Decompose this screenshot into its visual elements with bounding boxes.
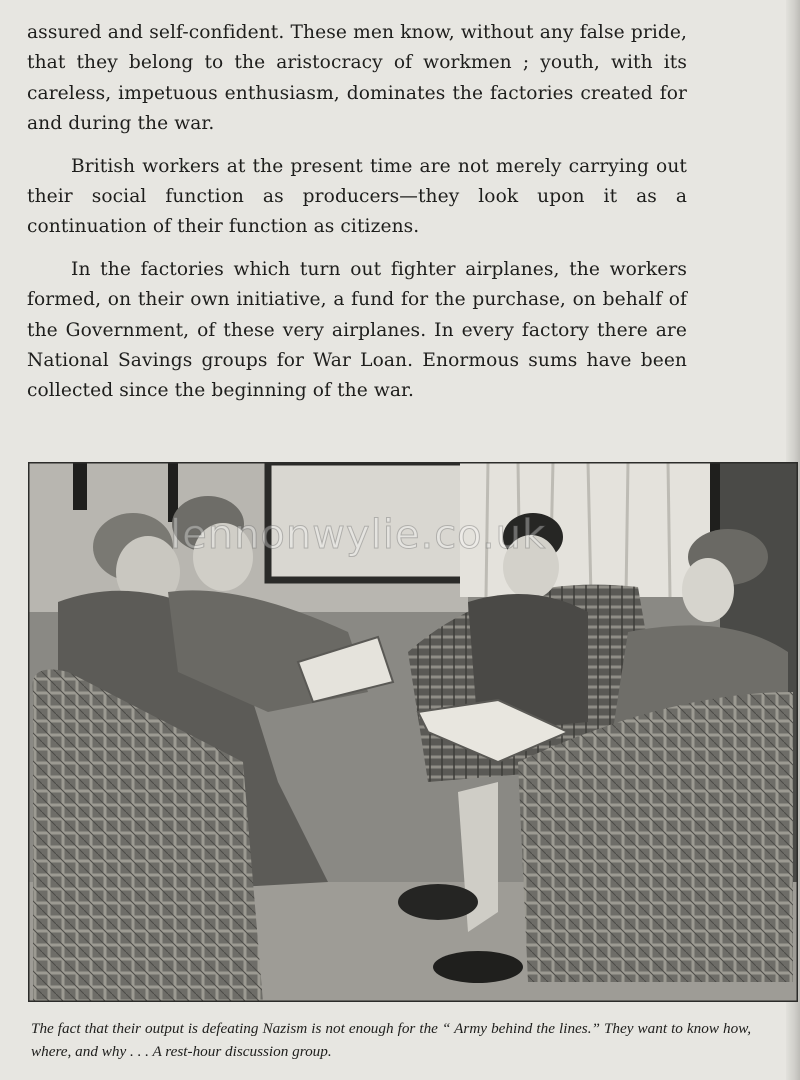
body-text [27,18,687,419]
photo-caption: The fact that their output is defeating Nazism is not enough for the “ Army behind the lines.” They want to know how, where, and why . . . A rest-hour discussion group. [31,1020,751,1060]
paragraph-1: assured and self-confident. These men know, without any false pride, that they belong to the aristocracy of workmen ; youth, with its careless, impetuous enthusiasm, dominates the factories created for and during the war. [27,22,687,135]
photo-watermark: lennonwylie.co.uk [170,512,547,558]
paragraph-3: In the factories which turn out fighter airplanes, the workers formed, on their own initiative, a fund for the purchase, on behalf of the Government, of these very airplanes. In every factory there are National Savings groups for War Loan. Enormous sums have been collected since the beginning of the war. [27,258,687,402]
paragraph-2: British workers at the present time are not merely carrying out their social function as producers—they look upon it as a continuation of their function as citizens. [27,155,687,238]
